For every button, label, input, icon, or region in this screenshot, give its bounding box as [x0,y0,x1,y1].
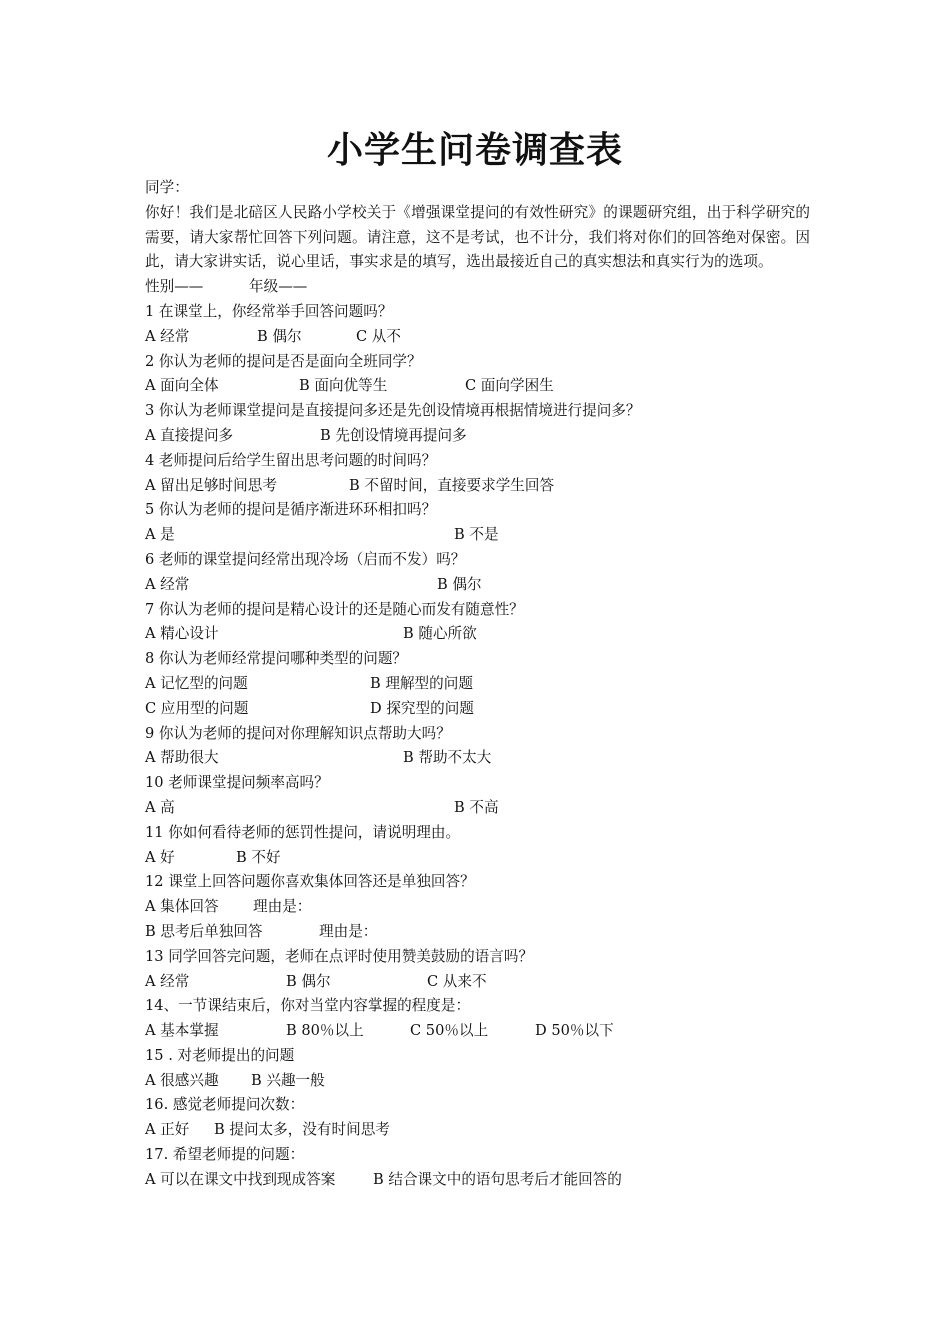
question-6: 6 老师的课堂提问经常出现冷场（启而不发）吗？ [145,550,466,568]
options-17 [145,1168,810,1193]
option-14a: A 基本掌握 [145,1022,219,1040]
options-14 [145,1019,810,1044]
question-13: 13 同学回答完问题，老师在点评时使用赞美鼓励的语言吗？ [145,947,534,965]
option-2c: C 面向学困生 [465,377,554,395]
question-14: 14、一节课结束后，你对当堂内容掌握的程度是： [145,997,471,1015]
option-1b: B 偶尔 [257,327,302,345]
option-5a: A 是 [145,526,175,544]
options-12 [145,895,810,920]
question-3: 3 你认为老师课堂提问是直接提问多还是先创设情境再根据情境进行提问多？ [145,402,641,420]
option-16b: B 提问太多，没有时间思考 [214,1121,390,1139]
option-16a: A 正好 [145,1121,190,1139]
option-3b: B 先创设情境再提问多 [320,426,467,444]
option-12a: A 集体回答 [145,898,219,916]
options-5 [145,523,810,548]
options-1 [145,325,810,350]
option-14c: C 50％以上 [410,1022,489,1040]
options-7 [145,622,810,647]
option-8a: A 记忆型的问题 [145,674,248,692]
option-13a: A 经常 [145,972,190,990]
question-16: 16. 感觉老师提问次数： [145,1096,305,1114]
info-fields [145,275,810,300]
document-body [145,176,810,1193]
greeting: 同学： [145,179,189,196]
option-13b: B 偶尔 [286,972,331,990]
question-12: 12 课堂上回答问题你喜欢集体回答还是单独回答？ [145,873,475,891]
option-1c: C 从不 [356,327,401,345]
option-10a: A 高 [145,798,175,816]
question-4: 4 老师提问后给学生留出思考问题的时间吗？ [145,451,437,469]
option-11a: A 好 [145,848,175,866]
question-8: 8 你认为老师经常提问哪种类型的问题？ [145,650,408,668]
option-10b: B 不高 [454,798,499,816]
reason-12a: 理由是： [253,898,312,916]
option-9a: A 帮助很大 [145,749,219,767]
option-2a: A 面向全体 [145,377,219,395]
question-17: 17. 希望老师提的问题： [145,1146,305,1164]
gender-field: 性别—— [145,278,204,296]
options-3 [145,424,810,449]
option-7b: B 随心所欲 [403,625,477,643]
option-8d: D 探究型的问题 [370,699,474,717]
options-15 [145,1069,810,1094]
option-2b: B 面向优等生 [299,377,388,395]
options-6 [145,573,810,598]
question-9: 9 你认为老师的提问对你理解知识点帮助大吗？ [145,724,451,742]
question-11: 11 你如何看待老师的惩罚性提问，请说明理由。 [145,823,461,841]
question-2: 2 你认为老师的提问是否是面向全班同学？ [145,352,422,370]
option-15a: A 很感兴趣 [145,1071,219,1089]
option-11b: B 不好 [236,848,281,866]
options-8-row2 [145,697,810,722]
option-7a: A 精心设计 [145,625,219,643]
options-10 [145,796,810,821]
options-13 [145,970,810,995]
option-4b: B 不留时间，直接要求学生回答 [349,476,555,494]
option-3a: A 直接提问多 [145,426,234,444]
option-1a: A 经常 [145,327,190,345]
option-14b: B 80％以上 [286,1022,364,1040]
option-15b: B 兴趣一般 [251,1071,325,1089]
question-1: 1 在课堂上，你经常举手回答问题吗？ [145,302,393,320]
option-17a: A 可以在课文中找到现成答案 [145,1170,336,1188]
intro-paragraph: 你好！我们是北碚区人民路小学校关于《增强课堂提问的有效性研究》的课题研究组，出于科学研究的需要，请大家帮忙回答下列问题。请注意，这不是考试，也不计分，我们将对你们的回答绝对保密。因此，请大家讲实话，说心里话，事实求是的填写，选出最接近自己的真实想法和真实行为的选项。 [145,203,810,271]
option-8b: B 理解型的问题 [370,674,473,692]
option-17b: B 结合课文中的语句思考后才能回答的 [373,1170,622,1188]
options-12-row2 [145,920,810,945]
options-8 [145,672,810,697]
options-2 [145,374,810,399]
options-9 [145,746,810,771]
document-title: 小学生问卷调查表 [326,130,623,171]
option-13c: C 从来不 [427,972,487,990]
option-6b: B 偶尔 [437,575,482,593]
options-16 [145,1118,810,1143]
options-11 [145,846,810,871]
option-14d: D 50％以下 [535,1022,614,1040]
option-12b: B 思考后单独回答 [145,922,263,940]
question-7: 7 你认为老师的提问是精心设计的还是随心而发有随意性？ [145,600,524,618]
reason-12b: 理由是： [319,922,378,940]
question-5: 5 你认为老师的提问是循序渐进环环相扣吗？ [145,501,437,519]
question-10: 10 老师课堂提问频率高吗？ [145,774,329,792]
grade-field: 年级—— [249,278,308,296]
option-4a: A 留出足够时间思考 [145,476,277,494]
options-4 [145,474,810,499]
option-6a: A 经常 [145,575,190,593]
option-8c: C 应用型的问题 [145,699,249,717]
option-5b: B 不是 [454,526,499,544]
question-15: 15 . 对老师提出的问题 [145,1046,295,1064]
option-9b: B 帮助不太大 [403,749,492,767]
